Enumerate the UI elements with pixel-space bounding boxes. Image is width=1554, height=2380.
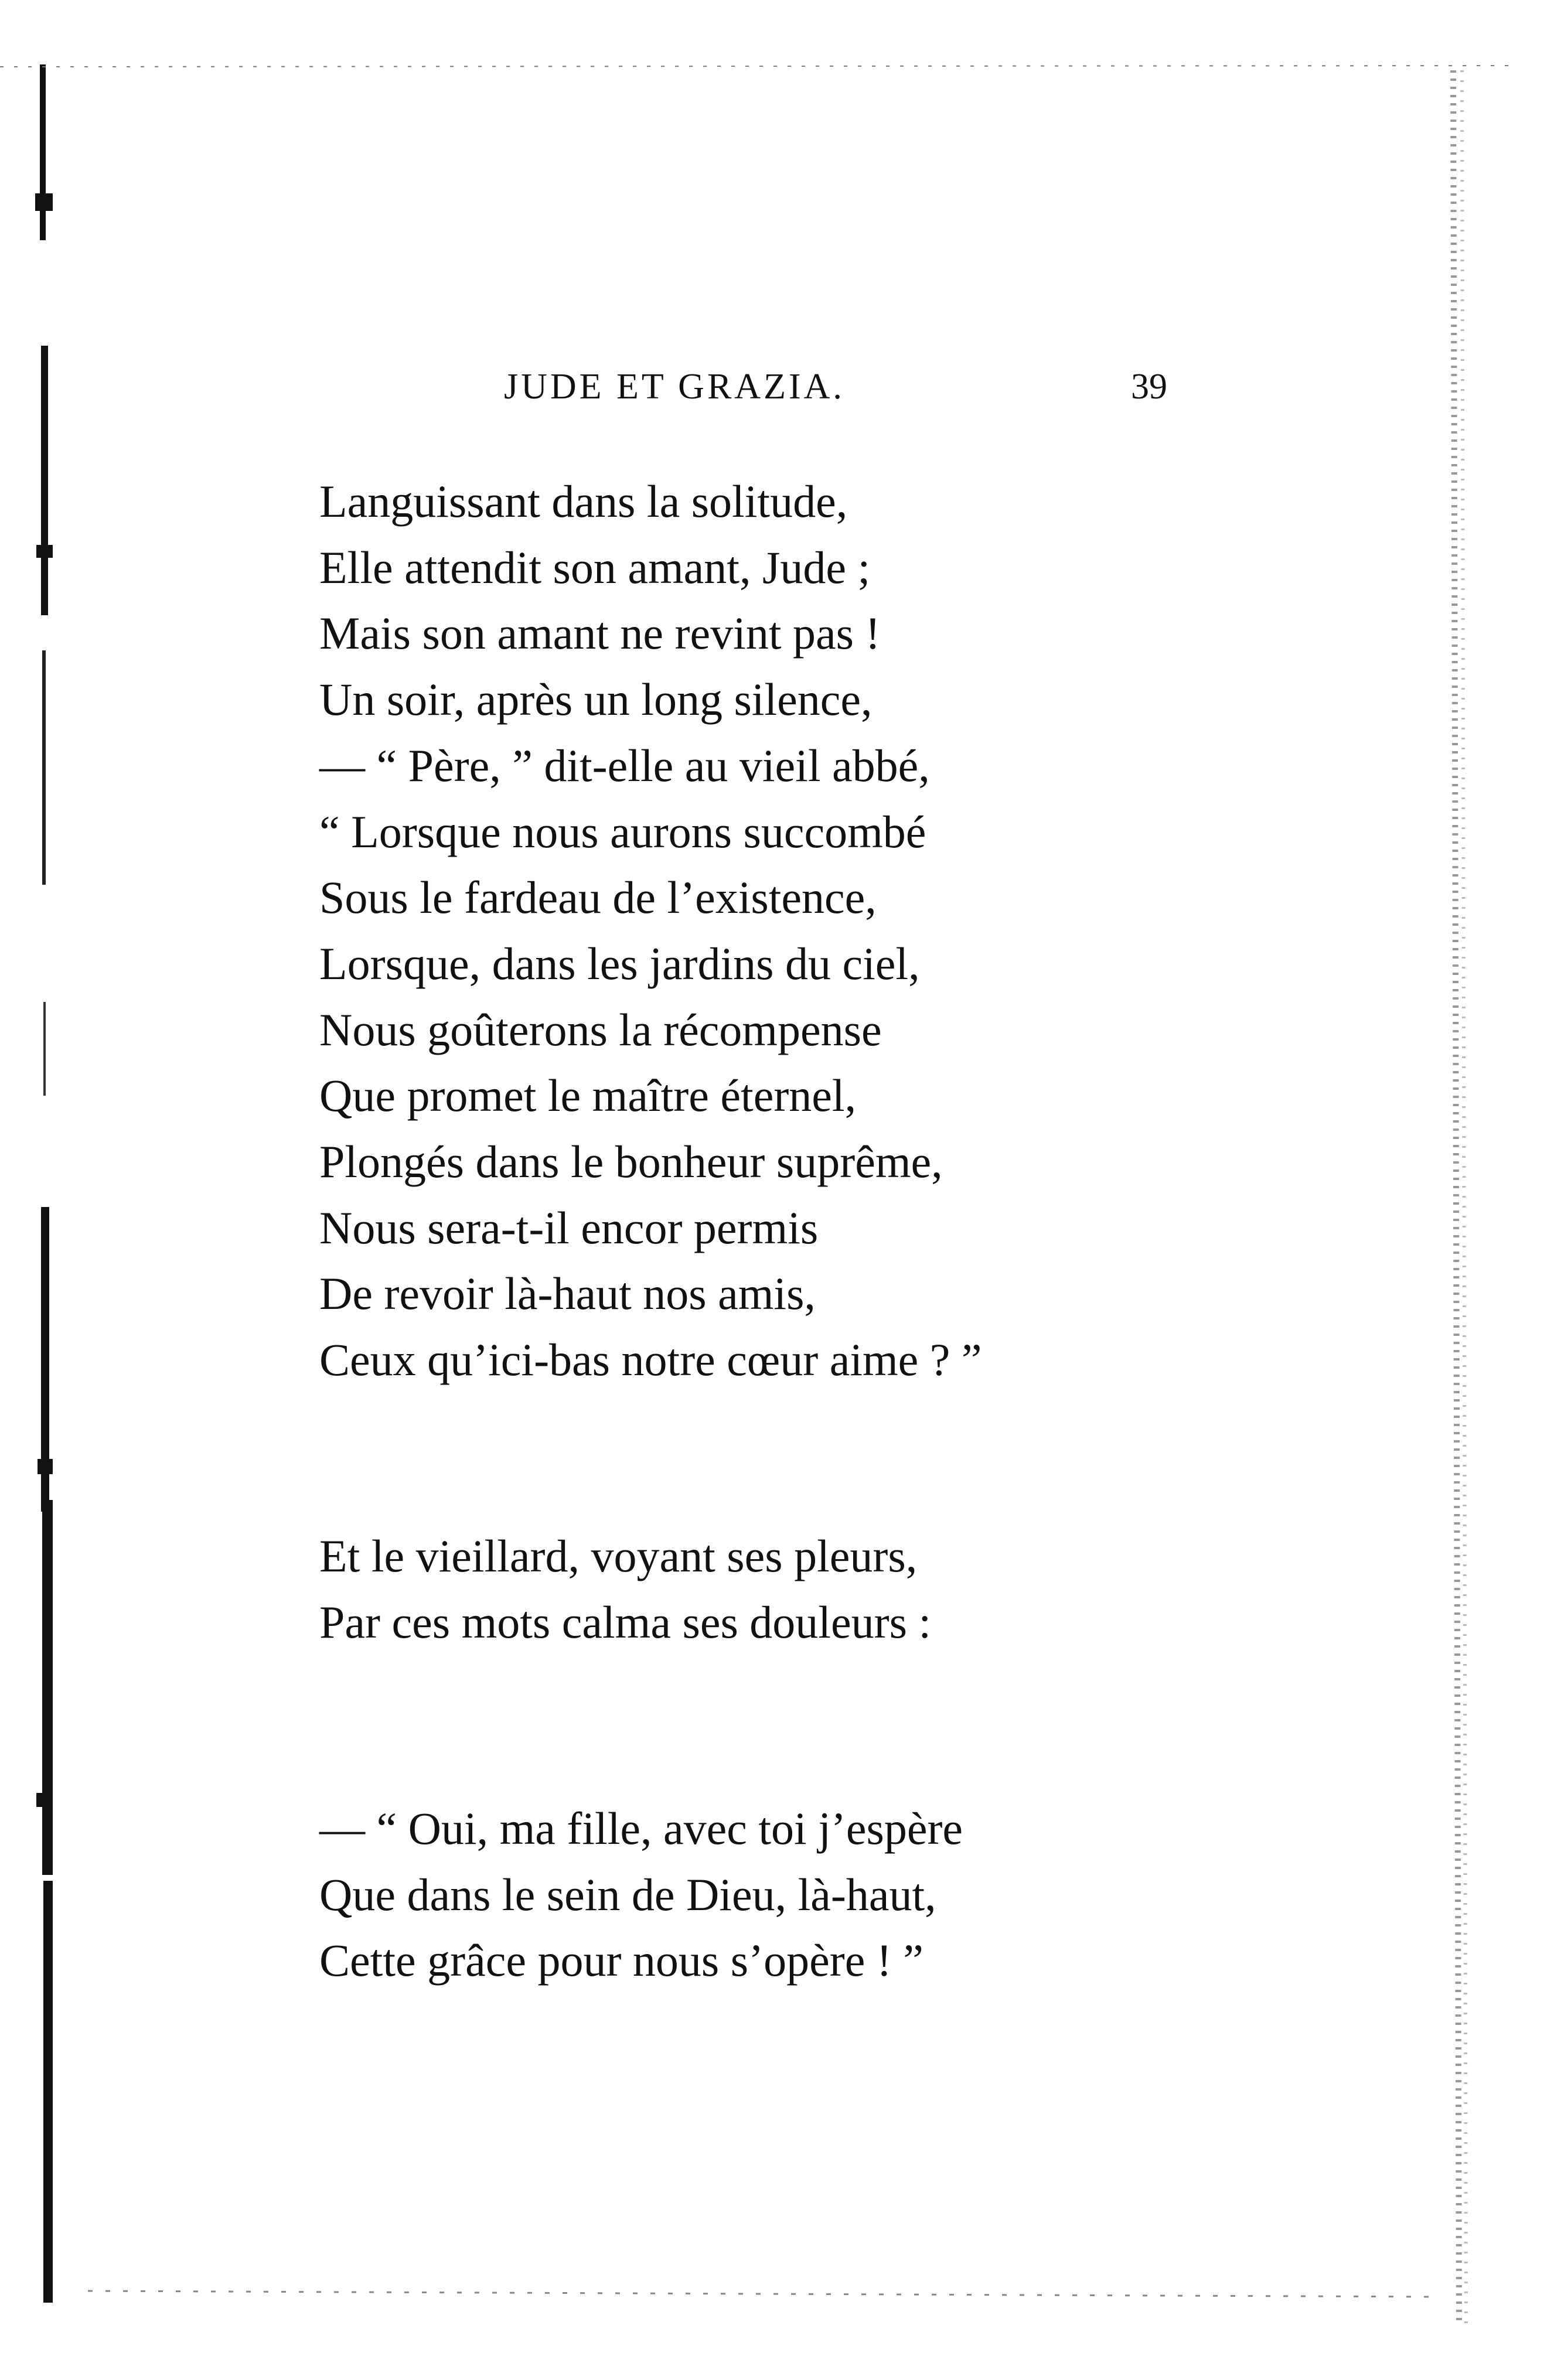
verse-line: Nous sera-t-il encor permis bbox=[319, 1202, 819, 1253]
verse-line: Lorsque, dans les jardins du ciel, bbox=[319, 937, 920, 989]
verse-line: Sous le fardeau de l’existence, bbox=[319, 872, 877, 923]
bottom-edge-speckle bbox=[0, 2268, 1465, 2320]
verse-line: De revoir là-haut nos amis, bbox=[319, 1268, 816, 1319]
page-number: 39 bbox=[1131, 367, 1167, 407]
verse-line: Que dans le sein de Dieu, là-haut, bbox=[319, 1868, 936, 1920]
stanza-2 bbox=[319, 1523, 1081, 1655]
verse-line: Plongés dans le bonheur suprême, bbox=[319, 1136, 943, 1188]
verse-line: Mais son amant ne revint pas ! bbox=[319, 608, 881, 659]
stanza-3 bbox=[319, 1796, 1081, 1994]
stanza-1 bbox=[319, 469, 1081, 1393]
verse-line: Par ces mots calma ses douleurs : bbox=[319, 1596, 932, 1648]
binding-edge-shadow bbox=[35, 64, 53, 2309]
verse-line: Ceux qu’ici-bas notre cœur aime ? ” bbox=[319, 1334, 982, 1386]
verse-line: “ Lorsque nous aurons succombé bbox=[319, 806, 926, 857]
verse-line: Nous goûterons la récompense bbox=[319, 1004, 882, 1055]
verse-line: Un soir, après un long silence, bbox=[319, 674, 873, 725]
right-edge-speckle bbox=[1430, 70, 1477, 2326]
verse-line: Que promet le maître éternel, bbox=[319, 1070, 857, 1121]
verse-line: — “ Père, ” dit-elle au vieil abbé, bbox=[319, 739, 930, 791]
verse-line: Cette grâce pour nous s’opère ! ” bbox=[319, 1935, 923, 1986]
verse-line: — “ Oui, ma fille, avec toi j’espère bbox=[319, 1803, 963, 1854]
verse-line: Elle attendit son amant, Jude ; bbox=[319, 541, 871, 593]
verse-line: Et le vieillard, voyant ses pleurs, bbox=[319, 1530, 918, 1581]
verse-line: Languissant dans la solitude, bbox=[319, 476, 848, 527]
top-edge-speckle bbox=[0, 59, 1512, 76]
running-title: JUDE ET GRAZIA. bbox=[504, 367, 845, 407]
